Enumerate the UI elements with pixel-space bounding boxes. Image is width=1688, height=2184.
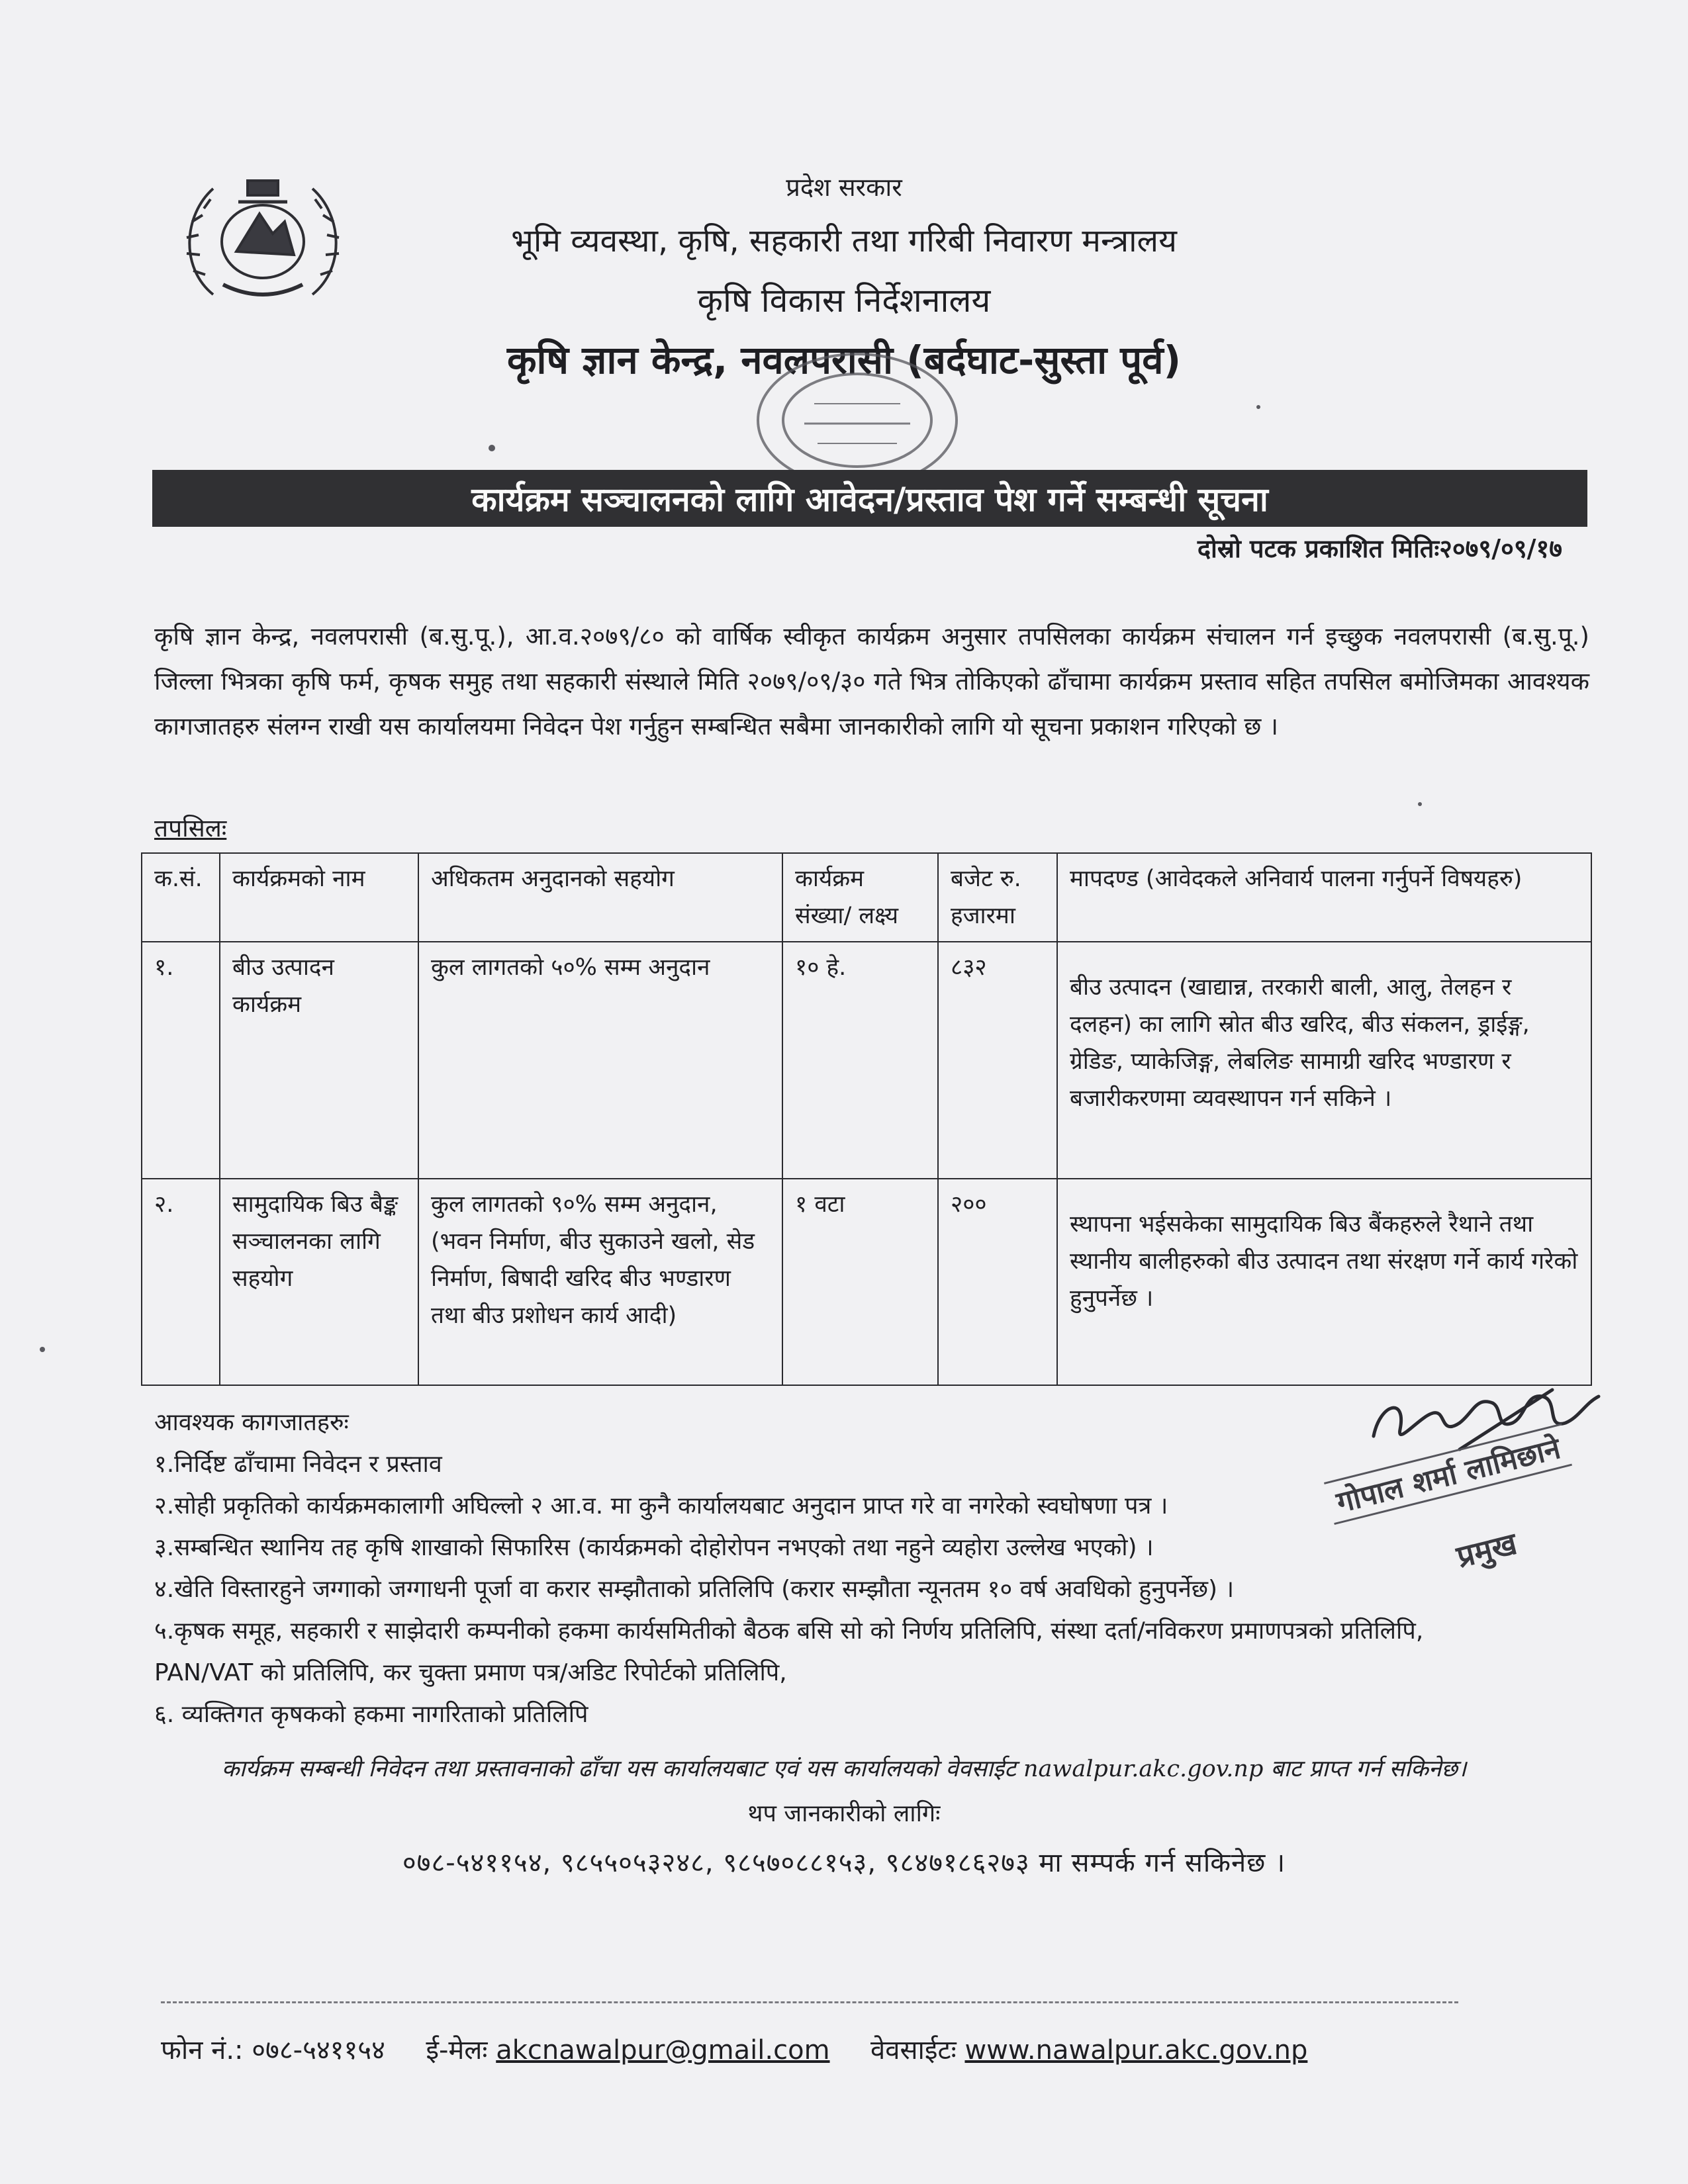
cell-serial: २.	[142, 1179, 220, 1385]
documents-heading: आवश्यक कागजातहरुः	[154, 1409, 349, 1436]
signatory-designation: प्रमुख	[1453, 1525, 1521, 1575]
scan-speck	[40, 1347, 45, 1352]
footer-website-link[interactable]: www.nawalpur.akc.gov.np	[964, 2035, 1308, 2066]
contact-phones: ०७८-५४११५४, ९८५५०५३२४८, ९८५७०८८१५३, ९८४७१८६२७३ मा सम्पर्क गर्न सकिनेछ ।	[402, 1848, 1286, 1878]
document-item: PAN/VAT को प्रतिलिपि, कर चुक्ता प्रमाण पत्र/अडिट रिपोर्टको प्रतिलिपि,	[154, 1659, 787, 1686]
cell-target: १० हे.	[782, 942, 938, 1179]
cell-budget: २००	[938, 1179, 1057, 1385]
cell-serial: १.	[142, 942, 220, 1179]
cell-criteria	[1057, 942, 1591, 1179]
table-header-row	[142, 853, 1591, 942]
header-budget: बजेट रु. हजारमा	[938, 853, 1057, 942]
footer-contact	[161, 2030, 1307, 2067]
signatory-name: गोपाल शर्मा लामिछाने	[1324, 1423, 1572, 1525]
footer-website-label: वेवसाईटः	[870, 2035, 957, 2066]
document-item: ५.कृषक समूह, सहकारी र साझेदारी कम्पनीको हकमा कार्यसमितीको बैठक बसि सो को निर्णय प्रतिलिपि, संस्था दर्ता/नविकरण प्रमाणपत्रको प्रतिलिपि,	[154, 1617, 1424, 1645]
note-before: कार्यक्रम सम्बन्धी निवेदन तथा प्रस्तावनाको ढाँचा यस कार्यालयबाट एवं यस कार्यालयको वेवसाईट	[221, 1756, 1016, 1782]
criteria-text: स्थापना भईसकेका सामुदायिक बिउ बैंकहरुले रैथाने तथा स्थानीय बालीहरुको बीउ उत्पादन तथा संरक्षण गर्ने कार्य गरेको हुनुपर्नेछ ।	[1070, 1211, 1578, 1312]
header-criteria: मापदण्ड (आवेदकले अनिवार्य पालना गर्नुपर्ने विषयहरु)	[1057, 853, 1591, 942]
footer-divider	[161, 2001, 1458, 2003]
footer-email-label: ई-मेलः	[426, 2035, 488, 2066]
published-date: दोस्रो पटक प्रकाशित मितिः२०७९/०९/१७	[1197, 534, 1562, 563]
header-max-grant: अधिकतम अनुदानको सहयोग	[418, 853, 782, 942]
note-after: बाट प्राप्त गर्न सकिनेछ।	[1270, 1756, 1467, 1782]
cell-target: १ वटा	[782, 1179, 938, 1385]
cell-max-grant: कुल लागतको ९०% सम्म अनुदान, (भवन निर्माण, बीउ सुकाउने खलो, सेड निर्माण, बिषादी खरिद बीउ भण्डारण तथा बीउ प्रशोधन कार्य आदी)	[418, 1179, 782, 1385]
header-target: कार्यक्रम संख्या/ लक्ष्य	[782, 853, 938, 942]
more-info-label: थप जानकारीको लागिः	[747, 1800, 941, 1827]
details-label: तपसिलः	[154, 814, 227, 842]
note-website: nawalpur.akc.gov.np	[1023, 1756, 1264, 1782]
cell-criteria	[1057, 1179, 1591, 1385]
ministry-name: भूमि व्यवस्था, कृषि, सहकारी तथा गरिबी निवारण मन्त्रालय	[511, 222, 1177, 259]
document-item: २.सोही प्रकृतिको कार्यक्रमकालागी अघिल्लो २ आ.व. मा कुनै कार्यालयबाट अनुदान प्राप्त गरे वा नगरेको स्वघोषणा पत्र ।	[154, 1492, 1168, 1520]
required-documents	[154, 1402, 1423, 1735]
footer-phone: ०७८-५४११५४	[252, 2035, 385, 2066]
cell-budget: ८३२	[938, 942, 1057, 1179]
table-row	[142, 1179, 1591, 1385]
criteria-text: बीउ उत्पादन (खाद्यान्न, तरकारी बाली, आलु, तेलहन र दलहन) का लागि स्रोत बीउ खरिद, बीउ संकलन, ड्राईङ्ग, ग्रेडिङ, प्याकेजिङ्ग, लेबलिङ सामाग्री खरिद भण्डारण र बजारीकरणमा व्यवस्थापन गर्न सकिने ।	[1070, 974, 1530, 1112]
intro-paragraph: कृषि ज्ञान केन्द्र, नवलपरासी (ब.सु.पू.), आ.व.२०७९/८० को वार्षिक स्वीकृत कार्यक्रम अनुसार तपसिलका कार्यक्रम संचालन गर्न इच्छुक नवलपरासी (ब.सु.पू.) जिल्ला भित्रका कृषि फर्म, कृषक समुह तथा सहकारी संस्थाले मिति २०७९/०९/३० गते भित्र तोकिएको ढाँचामा कार्यक्रम प्रस्ताव सहित तपसिल बमोजिमका आवश्यक कागजातहरु संलग्न राखी यस कार्यालयमा निवेदन पेश गर्नुहुन सम्बन्धित सबैमा जानकारीको लागि यो सूचना प्रकाशन गरिएको छ ।	[154, 622, 1589, 741]
program-table	[141, 852, 1592, 1386]
form-availability-note	[0, 1752, 1688, 1784]
document-item: ६. व्यक्तिगत कृषकको हकमा नागरिताको प्रतिलिपि	[154, 1701, 588, 1728]
header-program-name: कार्यक्रमको नाम	[220, 853, 418, 942]
scan-speck	[1418, 802, 1422, 806]
cell-program-name: सामुदायिक बिउ बैङ्क सञ्चालनका लागि सहयोग	[220, 1179, 418, 1385]
cell-program-name: बीउ उत्पादन कार्यक्रम	[220, 942, 418, 1179]
footer-phone-label: फोन नं.:	[161, 2035, 244, 2066]
document-item: १.निर्दिष्ट ढाँचामा निवेदन र प्रस्ताव	[154, 1451, 442, 1478]
table-row	[142, 942, 1591, 1179]
cell-max-grant: कुल लागतको ५०% सम्म अनुदान	[418, 942, 782, 1179]
scan-speck	[489, 445, 495, 451]
document-item: ३.सम्बन्धित स्थानिय तह कृषि शाखाको सिफारिस (कार्यक्रमको दोहोरोपन नभएको तथा नहुने व्यहोरा उल्लेख भएको) ।	[154, 1534, 1154, 1561]
header-serial: क.सं.	[142, 853, 220, 942]
directorate-name: कृषि विकास निर्देशनालय	[697, 281, 991, 320]
scan-speck	[1256, 405, 1260, 409]
office-name: कृषि ज्ञान केन्द्र, नवलपरासी (बर्दघाट-सुस्ता पूर्व)	[506, 338, 1181, 383]
notice-title-banner: कार्यक्रम सञ्चालनको लागि आवेदन/प्रस्ताव पेश गर्ने सम्बन्धी सूचना	[152, 470, 1587, 527]
government-line: प्रदेश सरकार	[786, 173, 902, 202]
document-item: ४.खेति विस्तारहुने जग्गाको जग्गाधनी पूर्जा वा करार सम्झौताको प्रतिलिपि (करार सम्झौता न्यूनतम १० वर्ष अवधिको हुनुपर्नेछ) ।	[154, 1576, 1235, 1603]
footer-email-link[interactable]: akcnawalpur@gmail.com	[496, 2035, 830, 2066]
